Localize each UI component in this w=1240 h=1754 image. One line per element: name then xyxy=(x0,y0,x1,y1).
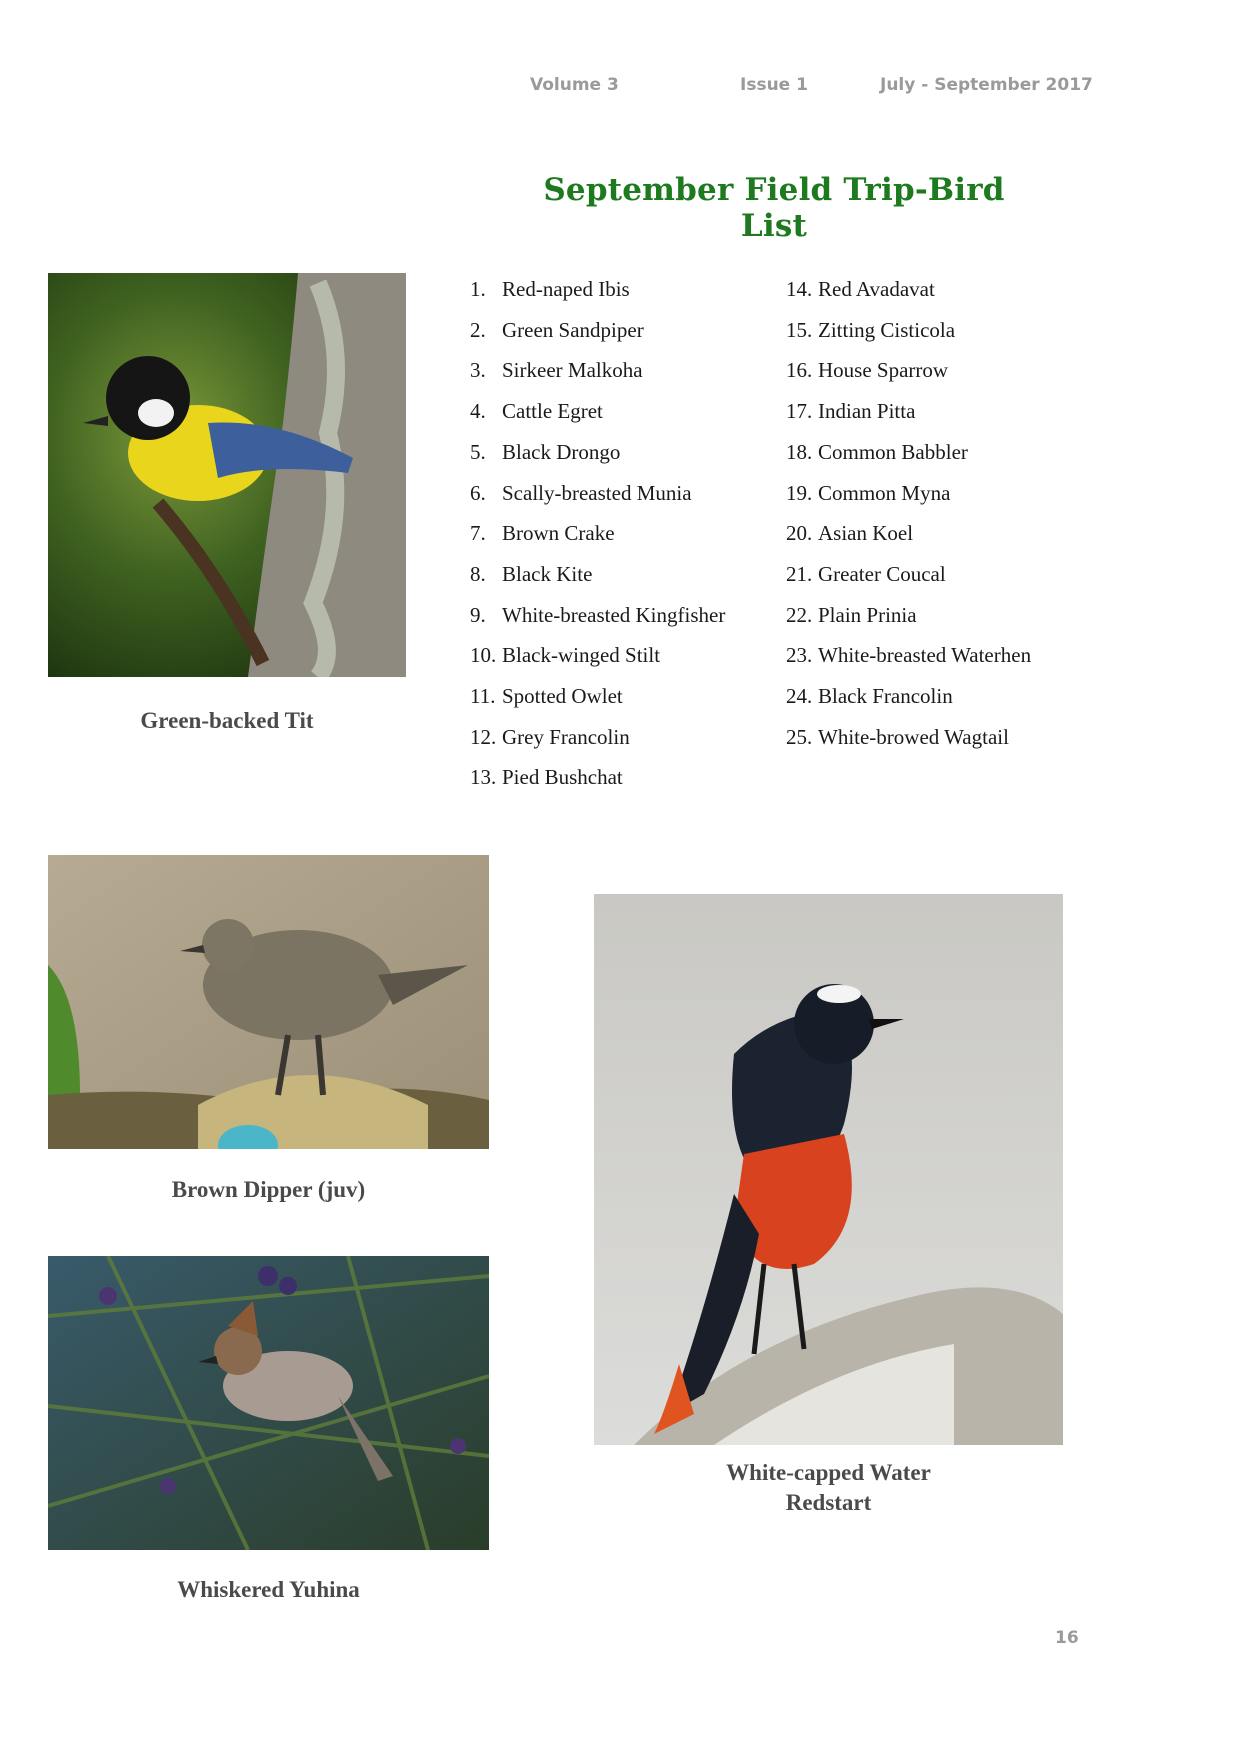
whiskered-yuhina-photo xyxy=(48,1256,489,1550)
bird-list-name: Grey Francolin xyxy=(502,724,630,749)
bird-list-number: 25. xyxy=(786,724,813,749)
bird-list-number: 14. xyxy=(786,277,813,301)
bird-list-number: 18. xyxy=(786,439,813,464)
bird-list-name: White-breasted Waterhen xyxy=(818,643,1032,668)
bird-list-item xyxy=(786,640,1031,670)
brown-dipper-caption: Brown Dipper (juv) xyxy=(171,1177,366,1202)
bird-list-name: Common Myna xyxy=(818,480,951,505)
bird-list-item xyxy=(786,681,953,711)
bird-list-number: 13. xyxy=(470,765,497,790)
bird-list-number: 12. xyxy=(470,724,497,749)
bird-list-number: 17. xyxy=(786,399,813,424)
bird-list-name: Black Kite xyxy=(502,561,593,586)
bird-list-item xyxy=(786,355,948,385)
bird-list-name: Common Babbler xyxy=(818,439,968,464)
water-redstart-photo xyxy=(594,894,1063,1445)
green-backed-tit-caption: Green-backed Tit xyxy=(140,708,314,733)
bird-list-name: Sirkeer Malkoha xyxy=(502,358,643,383)
bird-list-number: 23. xyxy=(786,643,813,668)
bird-list-number: 19. xyxy=(786,480,813,505)
page-title: September Field Trip-Bird List xyxy=(543,172,1005,244)
bird-list-name: Black Drongo xyxy=(502,439,621,464)
bird-list-number: 6. xyxy=(470,480,486,505)
bird-list-name: Plain Prinia xyxy=(818,602,917,627)
water-redstart-caption-line2: Redstart xyxy=(785,1490,872,1515)
bird-list-item xyxy=(786,518,913,548)
bird-list-number: 10. xyxy=(470,643,497,668)
bird-list-number: 22. xyxy=(786,602,813,627)
bird-list-number: 9. xyxy=(470,602,486,627)
bird-list-name: Scally-breasted Munia xyxy=(502,480,692,505)
bird-list-item xyxy=(470,396,603,426)
water-redstart-caption-line1: White-capped Water xyxy=(726,1460,931,1485)
bird-list-name: White-browed Wagtail xyxy=(818,724,1009,749)
bird-list-item xyxy=(470,762,623,792)
bird-list-name: Zitting Cisticola xyxy=(818,317,956,342)
bird-list-number: 7. xyxy=(470,521,486,546)
bird-list-name: Brown Crake xyxy=(502,521,615,546)
bird-list-item xyxy=(470,355,643,385)
bird-list-name: Black-winged Stilt xyxy=(502,643,661,668)
bird-list-number: 24. xyxy=(786,684,813,708)
bird-list-name: White-breasted Kingfisher xyxy=(502,602,726,627)
bird-list-item xyxy=(470,518,615,548)
header-period: July - September 2017 xyxy=(880,75,1093,95)
bird-list-item xyxy=(470,315,644,345)
header-volume: Volume 3 xyxy=(530,75,619,95)
bird-list-number: 16. xyxy=(786,358,813,383)
bird-list-name: Asian Koel xyxy=(818,521,914,546)
bird-list-name: Black Francolin xyxy=(818,684,953,708)
bird-list-item xyxy=(470,274,630,304)
bird-list-number: 21. xyxy=(786,561,813,586)
water-redstart-caption xyxy=(594,1458,1063,1518)
bird-list-name: Red-naped Ibis xyxy=(502,277,630,301)
bird-list-number: 1. xyxy=(470,277,486,301)
bird-list-item xyxy=(786,478,950,508)
bird-list-number: 8. xyxy=(470,561,486,586)
bird-list-number: 4. xyxy=(470,399,486,424)
bird-list-name: Greater Coucal xyxy=(818,561,946,586)
bird-list-item xyxy=(470,640,660,670)
bird-list-item xyxy=(786,315,955,345)
bird-list-item xyxy=(470,437,620,467)
bird-list-name: Pied Bushchat xyxy=(502,765,623,790)
bird-list-number: 5. xyxy=(470,439,486,464)
bird-list-name: Cattle Egret xyxy=(502,399,603,424)
brown-dipper-photo xyxy=(48,855,489,1149)
bird-list-item xyxy=(470,681,623,711)
whiskered-yuhina-caption: Whiskered Yuhina xyxy=(177,1577,360,1602)
bird-list-item xyxy=(786,274,935,304)
bird-list-item xyxy=(786,722,1009,752)
bird-list-name: House Sparrow xyxy=(818,358,949,383)
bird-list-name: Spotted Owlet xyxy=(502,684,623,708)
bird-list-number: 15. xyxy=(786,317,813,342)
bird-list-name: Indian Pitta xyxy=(818,399,916,424)
bird-list-number: 11. xyxy=(470,684,496,708)
bird-list-name: Green Sandpiper xyxy=(502,317,644,342)
bird-list-number: 20. xyxy=(786,521,813,546)
bird-list-number: 2. xyxy=(470,317,486,342)
green-backed-tit-photo xyxy=(48,273,406,677)
bird-list-number: 3. xyxy=(470,358,486,383)
bird-list-item xyxy=(470,478,692,508)
bird-list-item xyxy=(470,600,725,630)
bird-list-item xyxy=(470,722,630,752)
bird-list-name: Red Avadavat xyxy=(818,277,935,301)
bird-list-item xyxy=(786,559,946,589)
bird-list-item xyxy=(786,600,917,630)
bird-list-item xyxy=(786,437,968,467)
page-number: 16 xyxy=(1055,1628,1079,1648)
header-issue: Issue 1 xyxy=(740,75,808,95)
bird-list-item xyxy=(786,396,915,426)
bird-list-item xyxy=(470,559,592,589)
